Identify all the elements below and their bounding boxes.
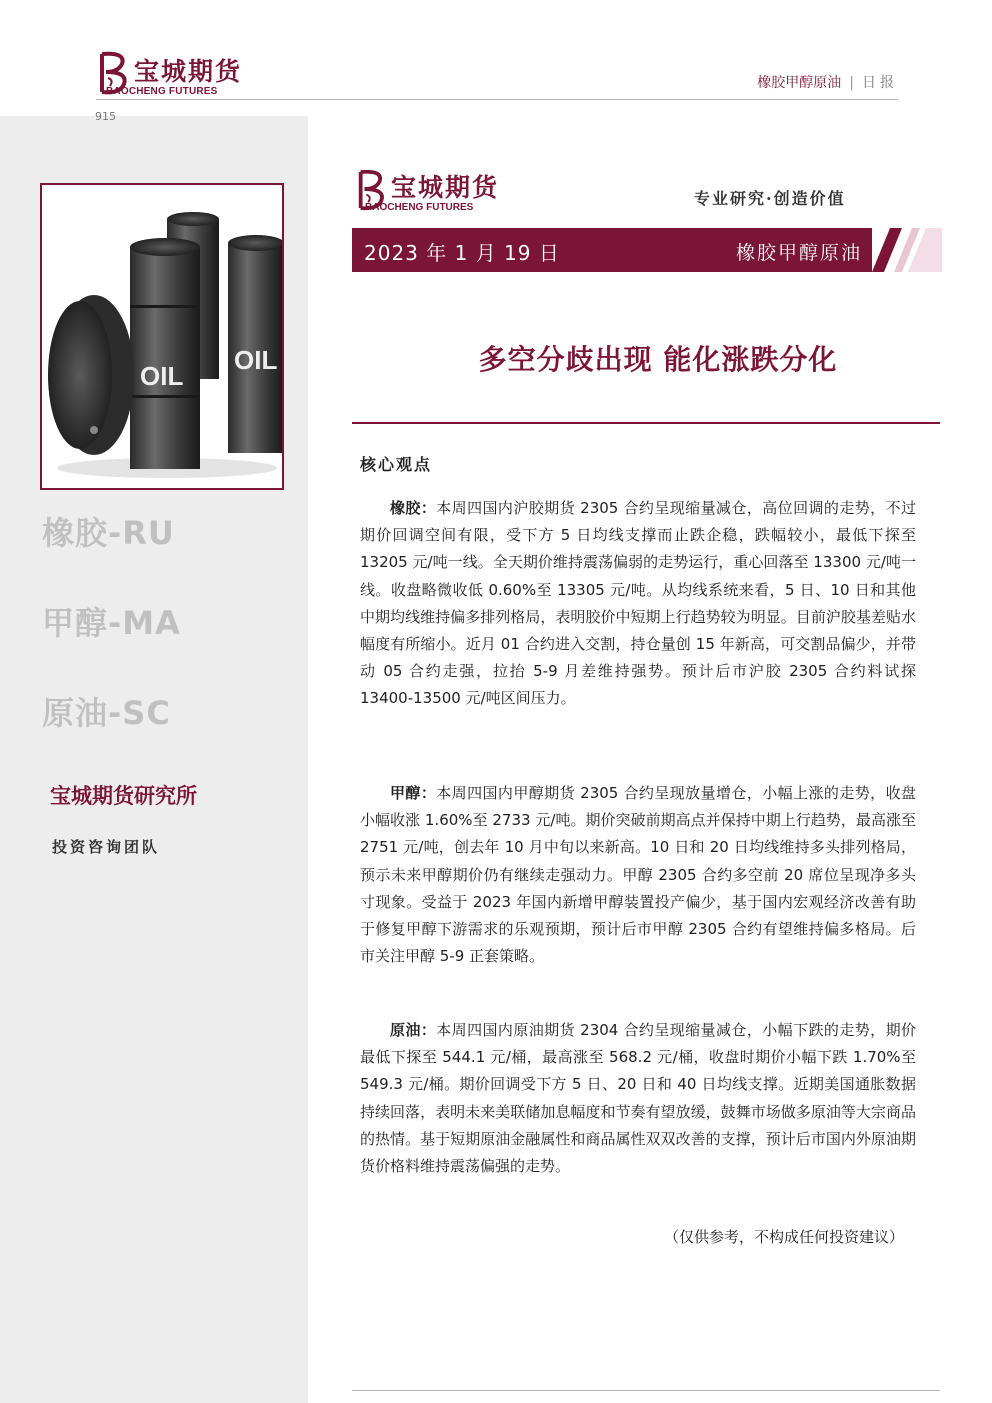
- headline: 多空分歧出现 能化涨跌分化: [478, 343, 838, 376]
- oil-barrels-image: [40, 183, 284, 490]
- oil-barrels-illustration: [42, 185, 282, 488]
- paragraph-methanol: [360, 780, 916, 970]
- main-logo-text-en: BAOCHENG FUTURES: [365, 202, 474, 213]
- main-logo: [355, 168, 530, 216]
- paragraph-text: 本周四国内甲醇期货 2305 合约呈现放量增仓，小幅上涨的走势，收盘小幅收涨 1.60%至 2733 元/吨。期价突破前期高点并保持中期上行趋势，最高涨至 2751 元/吨，创去年 10 月中旬以来新高。10 日和 20 日均线维持多头排列格局，预示未来甲醇期价仍有继续走强动力。甲醇 2305 合约多空前 20 席位呈现净多头寸现象。受益于 2023 年国内新增甲醇装置投产偏少，基于国内宏观经济改善有助于修复甲醇下游需求的乐观预期，预计后市甲醇 2305 合约有望维持偏多格局。后市关注甲醇 5-9 正套策略。: [360, 784, 916, 966]
- paragraph-keyword: 原油：: [390, 1021, 437, 1039]
- main-logo-text-cn: 宝城期货: [391, 173, 500, 202]
- paragraph-text: 本周四国内沪胶期货 2305 合约呈现缩量减仓，高位回调的走势，不过期价回调空间有限，受下方 5 日均线支撑而止跌企稳，跌幅较小，最低下探至 13205 元/吨一线。全天期价维持震荡偏弱的走势运行，重心回落至 13300 元/吨一线。收盘略微收低 0.60%至 13305 元/吨。从均线系统来看，5 日、10 日和其他中期均线维持偏多排列格局，表明胶价中短期上行趋势较为明显。目前沪胶基差贴水幅度有所缩小。近月 01 合约进入交割，持仓量创 15 年新高，可交割品偏少，并带动 05 合约走强，拉抬 5-9 月差维持强势。预计后市沪胶 2305 合约料试探 13400-13500 元/吨区间压力。: [360, 499, 916, 708]
- header-separator: |: [849, 75, 854, 91]
- paragraph-keyword: 橡胶：: [390, 499, 437, 517]
- section-title: 核心观点: [360, 455, 433, 474]
- logo-text-cn: 宝城期货: [134, 57, 243, 86]
- report-type: 日报: [862, 75, 898, 91]
- disclaimer: （仅供参考，不构成任何投资建议）: [663, 1228, 904, 1246]
- sidebar-category-ru: 橡胶-RU: [42, 514, 175, 552]
- paragraph-text: 本周四国内原油期货 2304 合约呈现缩量减仓，小幅下跌的走势，期价最低下探至 544.1 元/桶，最高涨至 568.2 元/桶，收盘时期价小幅下跌 1.70%至 549.3 元/桶。期价回调受下方 5 日、20 日和 40 日均线支撑。近期美国通胀数据持续回落，表明未来美联储加息幅度和节奏有望放缓，鼓舞市场做多原油等大宗商品的热情。基于短期原油金融属性和商品属性双双改善的支撑，预计后市国内外原油期货价格料维持震荡偏强的走势。: [360, 1021, 916, 1176]
- slogan: 专业研究·创造价值: [694, 189, 846, 208]
- header-category-label: 橡胶甲醇原油: [757, 75, 842, 91]
- paragraph-rubber: [360, 495, 916, 713]
- header-logo: [96, 50, 266, 102]
- report-date: 2023 年 1 月 19 日: [364, 241, 560, 265]
- logo-text-en: BAOCHENG FUTURES: [106, 86, 218, 97]
- institute-name: 宝城期货研究所: [50, 784, 197, 808]
- paragraph-crude-oil: [360, 1017, 916, 1180]
- date-banner: [352, 228, 872, 272]
- barrel-label-right: OIL: [234, 345, 278, 375]
- footer-divider: [352, 1390, 940, 1391]
- paragraph-keyword: 甲醇：: [390, 784, 437, 802]
- header-small-mark: 915: [95, 110, 116, 123]
- header-divider: [96, 99, 898, 100]
- team-name: 投资咨询团队: [52, 838, 161, 856]
- sidebar-category-ma: 甲醇-MA: [42, 604, 181, 642]
- header-category: [757, 72, 898, 92]
- barrel-label-left: OIL: [140, 361, 184, 391]
- headline-divider: [352, 422, 940, 424]
- sidebar-category-sc: 原油-SC: [42, 694, 171, 732]
- banner-category: 橡胶甲醇原油: [735, 242, 862, 264]
- banner-stripes-decoration: [860, 228, 942, 272]
